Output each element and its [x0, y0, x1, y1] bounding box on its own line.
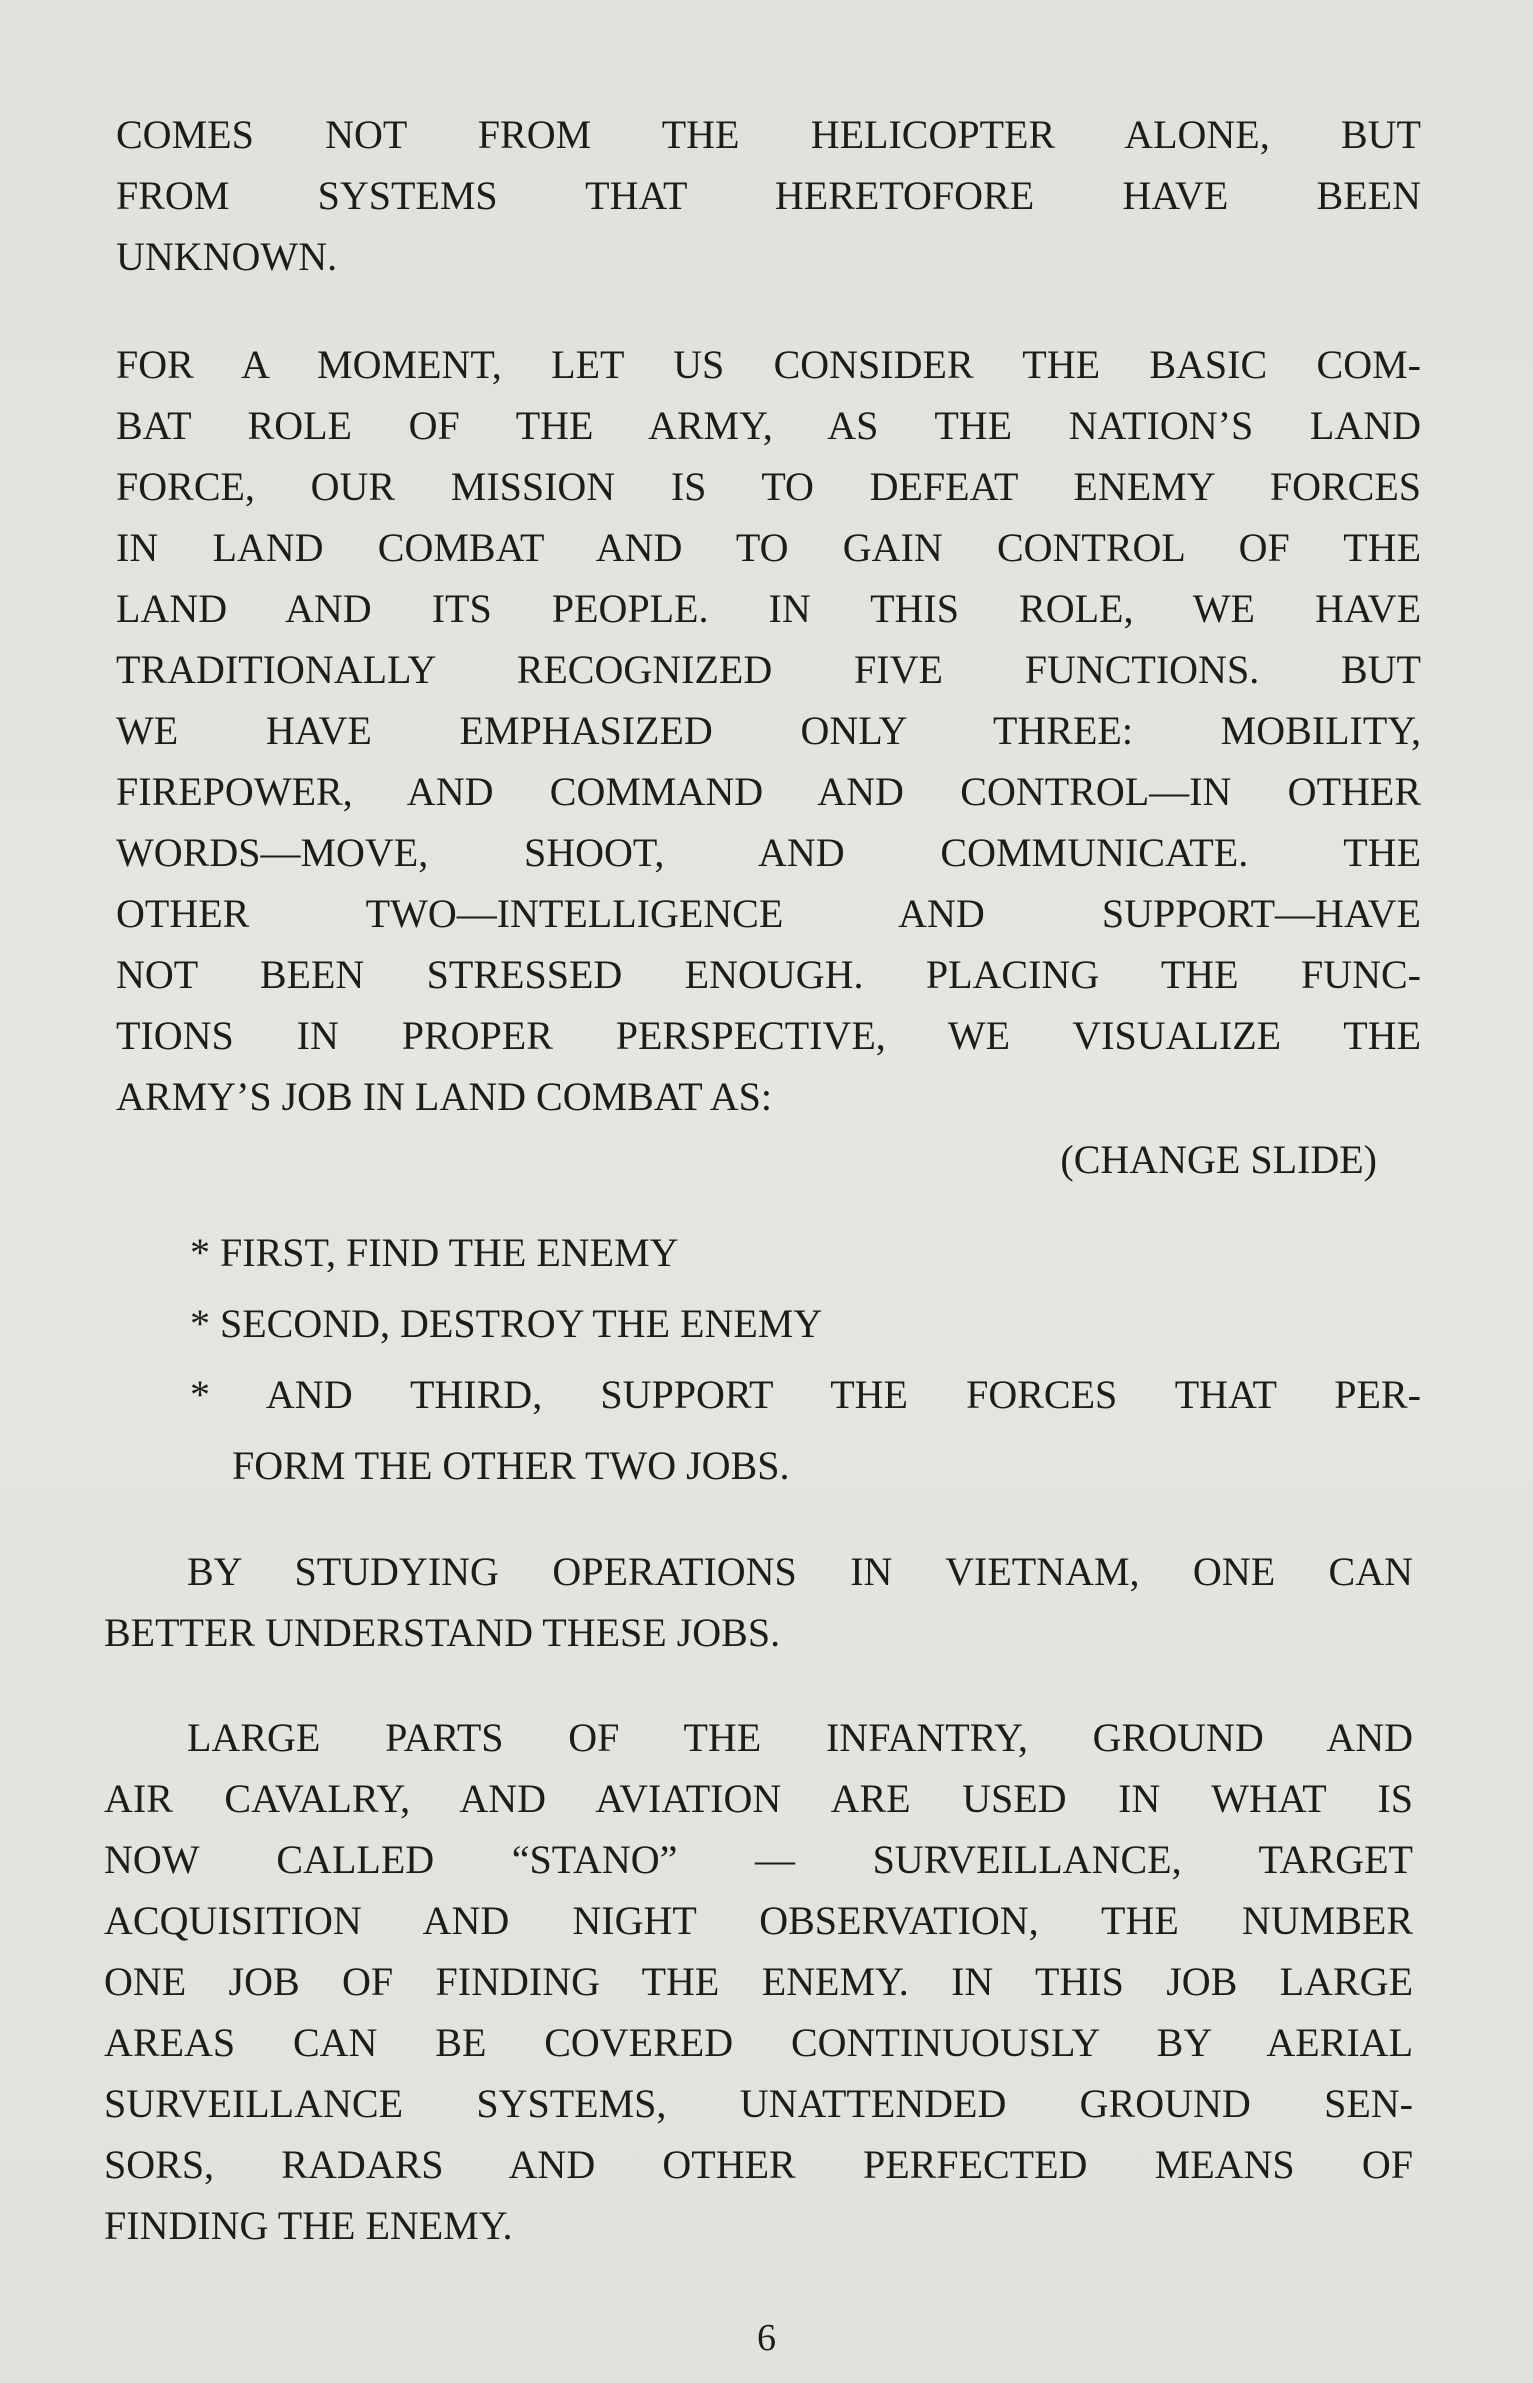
text-line: FROM SYSTEMS THAT HERETOFORE HAVE BEEN [116, 173, 1421, 218]
text-line: FORCE, OUR MISSION IS TO DEFEAT ENEMY FORCES [116, 464, 1421, 509]
text-line: IN LAND COMBAT AND TO GAIN CONTROL OF THE [116, 525, 1421, 570]
text-line: TIONS IN PROPER PERSPECTIVE, WE VISUALIZE THE [116, 1013, 1421, 1058]
text-line: WE HAVE EMPHASIZED ONLY THREE: MOBILITY, [116, 708, 1421, 753]
text-line: ARMY’S JOB IN LAND COMBAT AS: [116, 1074, 773, 1119]
page-number: 6 [757, 2317, 776, 2359]
text-line: FINDING THE ENEMY. [104, 2203, 513, 2248]
text-line: BY STUDYING OPERATIONS IN VIETNAM, ONE CAN [187, 1549, 1413, 1594]
text-line: AIR CAVALRY, AND AVIATION ARE USED IN WHAT IS [104, 1776, 1413, 1821]
bullet-item: * SECOND, DESTROY THE ENEMY [190, 1301, 823, 1346]
text-line: BAT ROLE OF THE ARMY, AS THE NATION’S LAND [116, 403, 1421, 448]
text-line: SURVEILLANCE SYSTEMS, UNATTENDED GROUND SEN- [104, 2081, 1413, 2126]
text-line: LAND AND ITS PEOPLE. IN THIS ROLE, WE HAVE [116, 586, 1421, 631]
text-line: COMES NOT FROM THE HELICOPTER ALONE, BUT [116, 112, 1421, 157]
bullet-item: * AND THIRD, SUPPORT THE FORCES THAT PER- [190, 1372, 1421, 1417]
text-line: LARGE PARTS OF THE INFANTRY, GROUND AND [187, 1715, 1413, 1760]
slide-cue: (CHANGE SLIDE) [1060, 1137, 1377, 1182]
text-line: ACQUISITION AND NIGHT OBSERVATION, THE NUMBER [104, 1898, 1413, 1943]
text-line: FOR A MOMENT, LET US CONSIDER THE BASIC COM- [116, 342, 1421, 387]
text-line: NOT BEEN STRESSED ENOUGH. PLACING THE FUNC- [116, 952, 1421, 997]
text-line: SORS, RADARS AND OTHER PERFECTED MEANS OF [104, 2142, 1413, 2187]
bullet-item: FORM THE OTHER TWO JOBS. [232, 1443, 790, 1488]
text-line: OTHER TWO—INTELLIGENCE AND SUPPORT—HAVE [116, 891, 1421, 936]
text-line: NOW CALLED “STANO” — SURVEILLANCE, TARGET [104, 1837, 1413, 1882]
text-line: FIREPOWER, AND COMMAND AND CONTROL—IN OTHER [116, 769, 1421, 814]
bullet-item: * FIRST, FIND THE ENEMY [190, 1230, 679, 1275]
text-line: BETTER UNDERSTAND THESE JOBS. [104, 1610, 781, 1655]
text-line: WORDS—MOVE, SHOOT, AND COMMUNICATE. THE [116, 830, 1421, 875]
text-line: ONE JOB OF FINDING THE ENEMY. IN THIS JOB LARGE [104, 1959, 1413, 2004]
text-line: AREAS CAN BE COVERED CONTINUOUSLY BY AERIAL [104, 2020, 1413, 2065]
text-line: TRADITIONALLY RECOGNIZED FIVE FUNCTIONS. BUT [116, 647, 1421, 692]
text-line: UNKNOWN. [116, 234, 338, 279]
